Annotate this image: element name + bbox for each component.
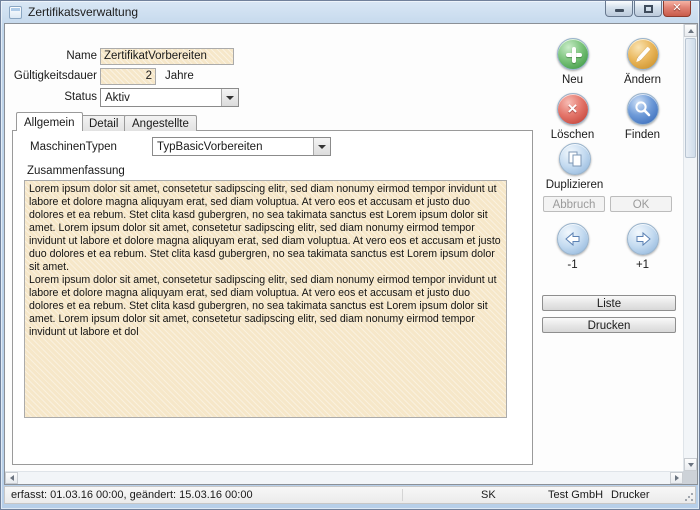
status-label: Status — [64, 91, 97, 103]
validity-unit-label: Jahre — [165, 70, 194, 82]
summary-label: Zusammenfassung — [27, 165, 125, 177]
liste-button[interactable]: Liste — [542, 295, 676, 311]
summary-textarea[interactable] — [24, 180, 507, 418]
drucken-button[interactable]: Drucken — [542, 317, 676, 333]
arrow-left-icon — [557, 223, 589, 255]
plus-one-label: +1 — [635, 259, 650, 271]
vertical-scroll-thumb[interactable] — [685, 38, 696, 158]
neu-label: Neu — [561, 74, 584, 86]
aendern-button[interactable] — [611, 38, 674, 86]
copy-icon — [559, 143, 591, 175]
client-area — [4, 23, 698, 485]
scroll-right-button[interactable] — [670, 472, 683, 484]
machine-types-dropdown-button[interactable] — [313, 138, 330, 155]
scroll-left-button[interactable] — [5, 472, 18, 484]
abbruch-button[interactable]: Abbruch — [543, 196, 605, 212]
machine-types-value: TypBasicVorbereiten — [157, 140, 263, 153]
title-bar[interactable] — [1, 1, 699, 23]
arrow-right-icon — [627, 223, 659, 255]
triangle-right-icon — [675, 475, 679, 481]
status-dates: erfasst: 01.03.16 00:00, geändert: 15.03.16 00:00 — [11, 489, 253, 501]
aendern-label: Ändern — [623, 74, 662, 86]
chevron-down-icon — [318, 145, 326, 149]
summary-paragraph-2: Lorem ipsum dolor sit amet, consetetur sadipscing elitr, sed diam nonumy eirmod tempor invidunt ut labore et dolore magna aliquyam erat, sed diam voluptua. At vero eos et accusam et justo duo dolores et ea rebum. Stet clita kasd gubergren, no sea takimata sanctus est Lorem ipsum dolor sit amet. Lorem ipsum dolor sit amet, consetetur sadipscing elitr, sed diam nonumy eirmod tempor invidunt ut labore et dol — [29, 274, 497, 338]
window-title: Zertifikatsverwaltung — [28, 5, 139, 19]
maximize-icon — [644, 5, 653, 13]
tab-angestellte[interactable]: Angestellte — [124, 115, 197, 131]
ok-button[interactable]: OK — [610, 196, 672, 212]
validity-label: Gültigkeitsdauer — [13, 70, 97, 82]
finden-label: Finden — [624, 129, 661, 141]
resize-grip-icon[interactable] — [684, 492, 693, 501]
duplizieren-label: Duplizieren — [545, 179, 604, 191]
triangle-down-icon — [688, 463, 694, 467]
status-value: Aktiv — [105, 91, 130, 104]
name-label: Name — [66, 50, 97, 62]
tab-detail[interactable]: Detail — [81, 115, 126, 131]
tab-allgemein[interactable]: Allgemein — [16, 112, 83, 131]
maximize-button[interactable] — [634, 1, 662, 17]
status-divider — [402, 489, 403, 501]
delete-x-icon: × — [557, 93, 589, 125]
duplizieren-button[interactable] — [543, 143, 606, 191]
chevron-down-icon — [226, 96, 234, 100]
scroll-down-button[interactable] — [684, 458, 697, 471]
close-icon: ✕ — [672, 2, 682, 14]
minimize-button[interactable] — [605, 1, 633, 17]
app-icon — [9, 6, 22, 19]
pencil-icon — [627, 38, 659, 70]
scroll-up-button[interactable] — [684, 24, 697, 37]
minus-one-button[interactable] — [541, 223, 604, 271]
vertical-scrollbar[interactable] — [683, 24, 697, 471]
window-controls — [604, 1, 691, 17]
status-user: SK — [481, 489, 496, 501]
name-input[interactable]: ZertifikatVorbereiten — [100, 48, 234, 65]
minus-one-label: -1 — [567, 259, 578, 271]
machine-types-label: MaschinenTypen — [30, 141, 117, 153]
plus-one-button[interactable] — [611, 223, 674, 271]
machine-types-combobox[interactable] — [152, 137, 331, 156]
plus-icon — [557, 38, 589, 70]
validity-input[interactable]: 2 — [100, 68, 156, 85]
content-area — [5, 24, 683, 471]
triangle-up-icon — [688, 29, 694, 33]
status-printer: Drucker — [611, 489, 650, 501]
triangle-left-icon — [10, 475, 14, 481]
loeschen-label: Löschen — [550, 129, 595, 141]
summary-paragraph-1: Lorem ipsum dolor sit amet, consetetur sadipscing elitr, sed diam nonumy eirmod tempor invidunt ut labore et dolore magna aliquyam erat, sed diam voluptua. At vero eos et accusam et justo duo dolores et ea rebum. Stet clita kasd gubergren, no sea takimata sanctus est Lorem ipsum dolor sit amet. Lorem ipsum dolor sit amet, consetetur sadipscing elitr, sed diam nonumy eirmod tempor invidunt ut labore et dolore magna aliquyam erat, sed diam voluptua. At vero eos et accusam et justo duo dolores et ea rebum. Stet clita kasd gubergren, no sea takimata sanctus est Lorem ipsum dolor sit amet. — [29, 183, 501, 273]
scrollbar-corner — [683, 471, 697, 484]
horizontal-scrollbar[interactable] — [5, 471, 683, 484]
search-icon — [627, 93, 659, 125]
close-button[interactable] — [663, 1, 691, 17]
status-bar — [4, 486, 696, 504]
status-company: Test GmbH — [548, 489, 604, 501]
status-combobox[interactable] — [100, 88, 239, 107]
finden-button[interactable] — [611, 93, 674, 141]
minimize-icon — [615, 9, 624, 12]
status-dropdown-button[interactable] — [221, 89, 238, 106]
loeschen-button[interactable] — [541, 93, 604, 141]
neu-button[interactable] — [541, 38, 604, 86]
